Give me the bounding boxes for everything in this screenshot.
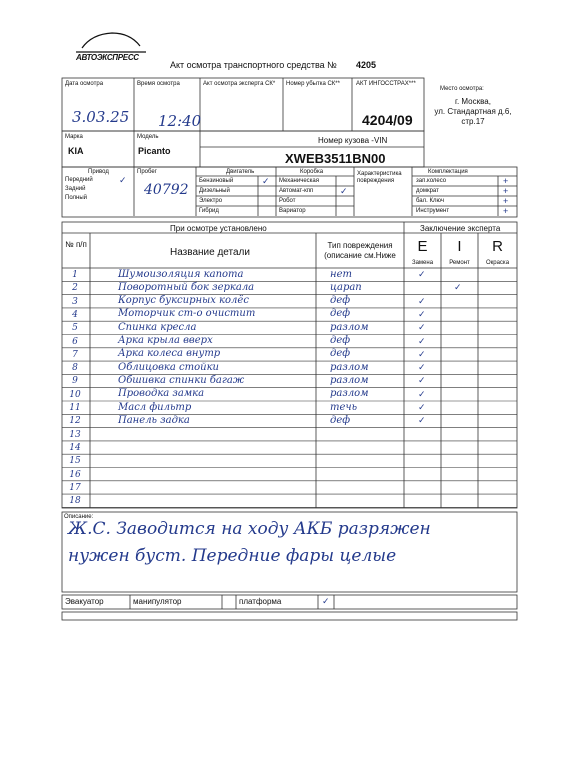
row-part-name: Арка крыла вверх xyxy=(118,335,213,346)
replace-check-icon: ✓ xyxy=(418,375,426,386)
row-part-name: Спинка кресла xyxy=(118,321,197,333)
model-value: Picanto xyxy=(138,146,171,156)
col-e-header: E xyxy=(417,238,428,255)
replace-check-icon: ✓ xyxy=(418,362,426,373)
place-address: г. Москва, ул. Стандартная д.6, стр.17 xyxy=(434,97,512,126)
logo-car-icon xyxy=(76,33,146,52)
drive-check-icon: ✓ xyxy=(119,175,127,185)
evac-label: Эвакуатор xyxy=(65,597,104,606)
logo-text: АВТОЭКСПРЕСС xyxy=(76,53,139,62)
row-number: 1 xyxy=(72,270,78,280)
drive-option-2: Полный xyxy=(65,195,87,201)
row-part-name: Проводка замка xyxy=(118,388,205,400)
row-number: 12 xyxy=(69,416,81,427)
evac-option-2: платформа xyxy=(239,597,282,606)
ingos-act-value: 4204/09 xyxy=(362,112,413,128)
row-part-name: Облицовка стойки xyxy=(118,361,219,373)
replace-check-icon: ✓ xyxy=(418,402,426,412)
sub-e-header: Замена xyxy=(411,260,434,266)
row-damage-type: деф xyxy=(330,308,351,320)
kit-option-3: Инструмент xyxy=(416,208,450,214)
row-part-name: Корпус буксирных колёс xyxy=(118,295,249,307)
row-damage-type: течь xyxy=(330,401,358,413)
col-num-header: № п/п xyxy=(65,240,87,249)
time-label: Время осмотра xyxy=(137,81,180,87)
col-part-header: Название детали xyxy=(170,247,250,258)
row-number: 13 xyxy=(69,429,81,440)
row-number: 14 xyxy=(69,442,81,453)
date-value: 3.03.25 xyxy=(72,108,130,126)
row-damage-type: царап xyxy=(330,281,362,293)
replace-check-icon: ✓ xyxy=(418,348,426,359)
kit-option-2: бал. Ключ xyxy=(416,198,444,204)
row-number: 15 xyxy=(69,456,81,467)
repair-check-icon: ✓ xyxy=(454,282,462,293)
row-part-name: Обшивка спинки багаж xyxy=(118,374,245,386)
kit-option-1: домкрат xyxy=(416,188,439,194)
engine-option-1: Дизельный xyxy=(199,188,230,194)
row-number: 9 xyxy=(72,376,78,387)
act-number: 4205 xyxy=(356,60,377,70)
replace-check-icon: ✓ xyxy=(418,415,426,426)
vin-label: Номер кузова -VIN xyxy=(318,136,388,145)
row-part-name: Поворотный бок зеркала xyxy=(118,281,255,293)
gearbox-option-1: Автомат-кпп xyxy=(279,188,314,194)
kit-check-icon-1: + xyxy=(503,186,509,196)
gearbox-label: Коробка xyxy=(300,169,324,175)
row-number: 11 xyxy=(69,403,81,413)
row-damage-type: разлом xyxy=(330,388,369,400)
row-number: 3 xyxy=(72,296,78,307)
row-part-name: Панель задка xyxy=(118,414,190,426)
kit-check-icon-3: + xyxy=(503,206,509,216)
row-number: 5 xyxy=(72,323,78,334)
replace-check-icon: ✓ xyxy=(418,308,426,319)
loss-number-label: Номер убытка СК** xyxy=(286,81,340,87)
replace-check-icon: ✓ xyxy=(418,388,426,399)
row-damage-type: нет xyxy=(330,268,352,280)
kit-check-icon-0: + xyxy=(503,176,509,186)
replace-check-icon: ✓ xyxy=(418,335,426,346)
row-number: 2 xyxy=(72,283,78,294)
col-damage-header: Тип повреждения (описание см.Ниже xyxy=(324,241,396,260)
evac-option-1: манипулятор xyxy=(133,597,182,606)
row-number: 4 xyxy=(72,309,78,320)
drive-option-1: Задний xyxy=(65,186,86,192)
damage-char-label: Характеристика повреждения xyxy=(357,171,402,184)
engine-option-3: Гибрид xyxy=(199,208,219,214)
evac-check-icon: ✓ xyxy=(322,596,330,606)
row-damage-type: разлом xyxy=(330,361,369,373)
row-number: 18 xyxy=(69,496,81,507)
row-number: 7 xyxy=(72,349,78,360)
engine-option-0: Бензиновый xyxy=(199,178,234,184)
ingos-act-label: АКТ ИНГОССТРАХ*** xyxy=(356,81,416,87)
gearbox-option-0: Механическая xyxy=(279,178,320,184)
expert-title: Заключение эксперта xyxy=(420,224,501,233)
notes-line-2: нужен буст. Передние фары целые xyxy=(68,546,397,566)
row-number: 10 xyxy=(69,389,81,400)
row-number: 6 xyxy=(72,336,78,347)
replace-check-icon: ✓ xyxy=(418,322,426,333)
row-part-name: Моторчик ст-о очистит xyxy=(118,308,256,320)
model-label: Модель xyxy=(137,134,159,140)
row-part-name: Шумоизоляция капота xyxy=(118,268,244,280)
replace-check-icon: ✓ xyxy=(418,295,426,306)
sub-r-header: Окраска xyxy=(485,260,510,266)
row-damage-type: деф xyxy=(330,414,351,426)
gearbox-check-icon: ✓ xyxy=(340,186,348,196)
engine-label: Двигатель xyxy=(226,169,255,175)
row-damage-type: деф xyxy=(330,295,351,307)
row-damage-type: деф xyxy=(330,335,351,346)
notes-label: Описание: xyxy=(64,514,94,520)
expert-act-label: Акт осмотра эксперта СК* xyxy=(203,81,276,87)
replace-check-icon: ✓ xyxy=(418,269,426,279)
make-value: KIA xyxy=(68,146,84,156)
engine-check-icon: ✓ xyxy=(262,176,270,186)
row-damage-type: деф xyxy=(330,348,351,360)
time-value: 12:40 xyxy=(158,112,202,130)
make-label: Марка xyxy=(65,134,83,140)
kit-option-0: зап.колесо xyxy=(416,178,447,184)
drive-label: Привод xyxy=(88,169,109,175)
mileage-label: Пробег xyxy=(137,169,157,175)
kit-label: Комплектация xyxy=(428,169,468,175)
engine-option-2: Электро xyxy=(199,198,223,204)
gearbox-option-2: Робот xyxy=(279,198,296,204)
vin-value: XWEB3511BN00 xyxy=(285,151,386,166)
date-label: Дата осмотра xyxy=(65,81,104,87)
mileage-value: 40792 xyxy=(144,182,189,198)
row-part-name: Арка колеса внутр xyxy=(118,348,221,360)
col-i-header: I xyxy=(457,238,462,255)
col-r-header: R xyxy=(492,238,503,255)
sub-i-header: Ремонт xyxy=(449,260,470,266)
found-title: При осмотре установлено xyxy=(170,224,267,233)
row-number: 16 xyxy=(69,469,81,480)
gearbox-option-3: Вариатор xyxy=(279,208,306,214)
drive-option-0: Передний xyxy=(65,177,93,183)
row-damage-type: разлом xyxy=(330,374,369,386)
row-damage-type: разлом xyxy=(330,321,369,333)
row-part-name: Масл фильтр xyxy=(118,401,192,413)
place-label: Место осмотра: xyxy=(440,86,484,92)
kit-check-icon-2: + xyxy=(503,196,509,206)
row-number: 8 xyxy=(72,363,78,374)
page-title: Акт осмотра транспортного средства № xyxy=(170,60,337,70)
notes-line-1: Ж.С. Заводится на ходу АКБ разряжен xyxy=(68,519,431,539)
row-number: 17 xyxy=(69,482,81,493)
